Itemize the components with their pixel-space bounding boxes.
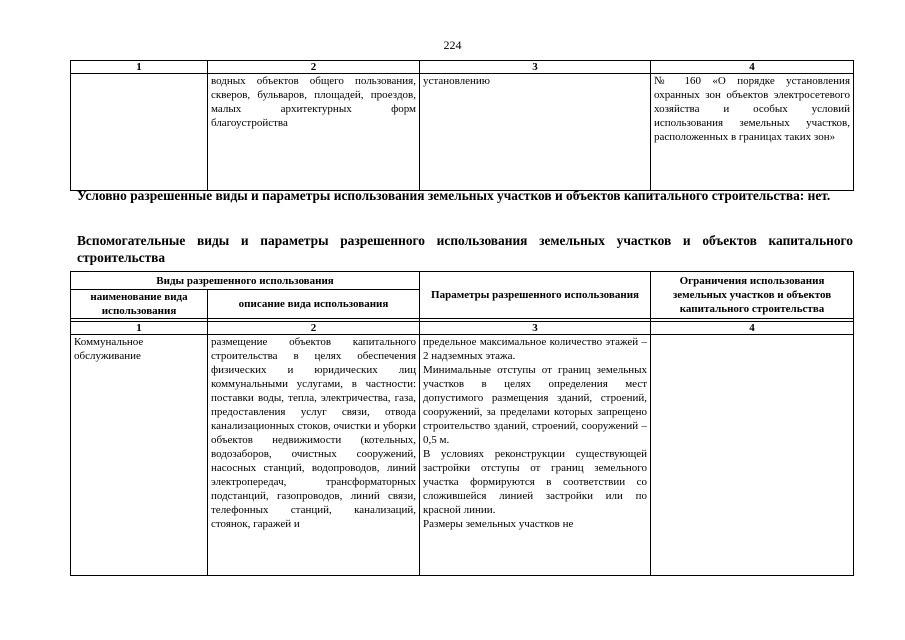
cell-empty — [71, 74, 208, 191]
heading-conditional-use: Условно разрешенные виды и параметры использования земельных участков и объектов капитального строительства: нет. — [77, 188, 831, 203]
cell-use-parameters — [420, 335, 651, 576]
cell-use-name: Коммунальное обслуживание — [71, 335, 208, 576]
column-number-3: 3 — [420, 322, 651, 335]
column-number-row — [71, 61, 854, 74]
parameters-paragraph: предельное максимальное количество этажей – 2 надземных этажа. — [423, 336, 648, 362]
cell-restrictions: № 160 «О порядке установления охранных зон объектов электросетевого хозяйства и особых условий использования земельных участков, расположенных в границах таких зон» — [651, 74, 854, 191]
column-number-row — [71, 322, 854, 335]
table-row — [71, 74, 854, 191]
column-number-2: 2 — [208, 61, 420, 74]
header-use-types: Виды разрешенного использования — [71, 272, 420, 290]
parameters-paragraph: Размеры земельных участков не — [423, 518, 574, 530]
column-number-4: 4 — [651, 322, 854, 335]
cell-use-restrictions — [651, 335, 854, 576]
continuation-table — [70, 60, 854, 191]
cell-use-description: размещение объектов капитального строительства в целях обеспечения физических и юридических лиц коммунальными услугами, в частности: поставки воды, тепла, электричества, газа, предоставления услуг связи, отвода канализационных стоков, очистки и уборки объектов недвижимости (котельных, водозаборов, очистных сооружений, насосных станций, водопроводов, линий электропередач, трансформаторных подстанций, газопроводов, линий связи, телефонных станций, канализаций, стоянок, гаражей и — [208, 335, 420, 576]
header-row-group — [71, 272, 854, 290]
cell-description: водных объектов общего пользования, скверов, бульваров, площадей, проездов, малых архитектурных форм благоустройства — [208, 74, 420, 191]
auxiliary-use-table — [70, 271, 854, 576]
table-row — [71, 335, 854, 576]
header-description-of-type: описание вида использования — [208, 290, 420, 319]
parameters-paragraph: Минимальные отступы от границ земельных участков в целях определения мест допустимого размещения зданий, строений, сооружений, за пределами которых запрещено строительство зданий, строений, сооружений – 0,5 м. — [423, 364, 648, 446]
header-parameters: Параметры разрешенного использования — [420, 272, 651, 319]
header-restrictions: Ограничения использования земельных участков и объектов капитального строительства — [651, 272, 854, 319]
header-name-of-type: наименование вида использования — [71, 290, 208, 319]
heading-auxiliary-use: Вспомогательные виды и параметры разрешенного использования земельных участков и объектов капитального строительства — [77, 233, 853, 265]
column-number-3: 3 — [420, 61, 651, 74]
column-number-1: 1 — [71, 322, 208, 335]
cell-parameters: установлению — [420, 74, 651, 191]
column-number-4: 4 — [651, 61, 854, 74]
column-number-2: 2 — [208, 322, 420, 335]
parameters-paragraph: В условиях реконструкции существующей застройки отступы от границ земельного участка формируются в соответствии со сложившейся линией застройки или по красной линии. — [423, 448, 648, 516]
page-number: 224 — [443, 38, 462, 52]
column-number-1: 1 — [71, 61, 208, 74]
